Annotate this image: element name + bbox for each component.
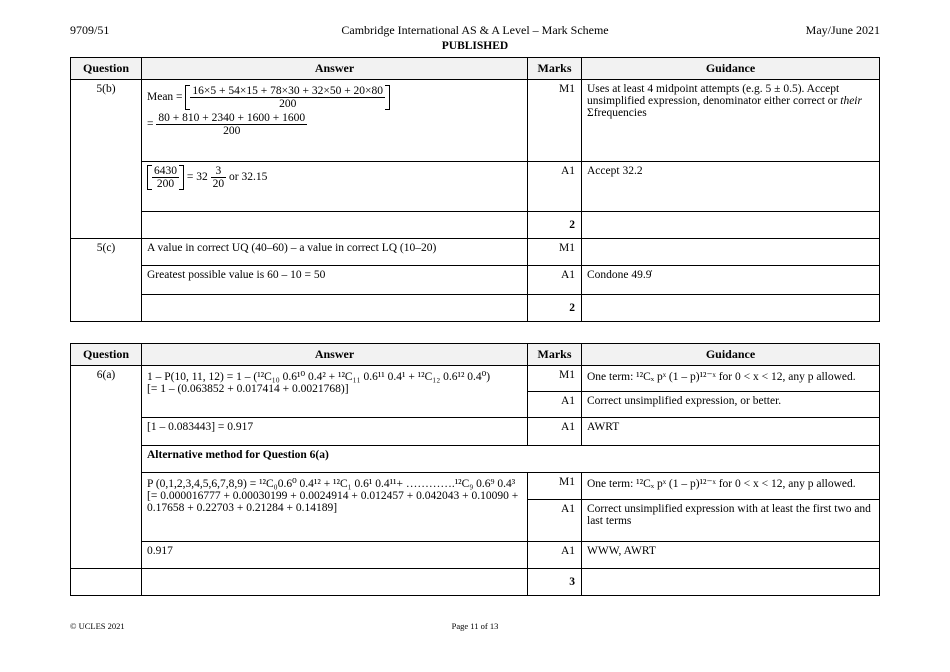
result-mixed-fraction — [211, 165, 227, 190]
answer-cell — [142, 366, 528, 418]
col-marks: Marks — [528, 344, 582, 366]
guidance-cell — [582, 80, 880, 162]
table-row — [71, 542, 880, 569]
col-guidance: Guidance — [582, 344, 880, 366]
sum-numerator: 80 + 810 + 2340 + 1600 + 1600 — [158, 112, 306, 124]
question-label: 6(a) — [71, 366, 142, 569]
guidance-cell: WWW, AWRT — [582, 542, 880, 569]
answer-line: [= 1 – (0.063852 + 0.017414 + 0.0021768)] — [147, 383, 349, 395]
mark-cell: M1 — [528, 473, 582, 500]
table-row — [71, 80, 880, 162]
result-whole: 32 — [196, 171, 208, 184]
guidance-cell: Correct unsimplified expression with at least the first two and last terms — [582, 500, 880, 542]
guidance-italic: their — [840, 95, 862, 107]
answer-line: [= 0.000016777 + 0.00030199 + 0.0024914 + 0.012457 + 0.042043 + 0.10090 + 0.17658 + 0.22703 + 0.21284 + 0.14189] — [147, 490, 519, 514]
result-numerator: 6430 — [154, 165, 177, 177]
answer-cell — [142, 80, 528, 162]
table-row — [71, 569, 880, 596]
col-answer: Answer — [142, 58, 528, 80]
equals-sign: = — [147, 118, 154, 131]
table-row — [71, 212, 880, 239]
table-row — [71, 266, 880, 295]
table-row — [71, 446, 880, 473]
table-row — [71, 239, 880, 266]
result-denominator: 200 — [156, 178, 175, 190]
mixed-denominator: 20 — [212, 178, 225, 190]
answer-cell — [142, 295, 528, 322]
table-header-row — [71, 344, 880, 366]
col-answer: Answer — [142, 344, 528, 366]
mean-label: Mean = — [147, 91, 183, 104]
equals-sign: = — [186, 171, 194, 184]
guidance-cell — [582, 212, 880, 239]
answer-cell: 0.917 — [142, 542, 528, 569]
mean-fraction — [190, 85, 385, 110]
col-question: Question — [71, 58, 142, 80]
answer-cell: A value in correct UQ (40–60) – a value in correct LQ (10–20) — [142, 239, 528, 266]
guidance-cell: One term: ¹²Cₓ pˣ (1 – p)¹²⁻ˣ for 0 < x < 12, any p allowed. — [582, 473, 880, 500]
mark-scheme-table-q5 — [70, 57, 880, 322]
mark-cell: M1 — [528, 366, 582, 392]
answer-cell — [142, 473, 528, 542]
mark-cell: A1 — [528, 162, 582, 212]
mark-cell: A1 — [528, 392, 582, 418]
mark-cell: A1 — [528, 542, 582, 569]
mark-cell: A1 — [528, 500, 582, 542]
doc-title-text: Cambridge International AS & A Level – Mark Scheme — [341, 23, 609, 37]
published-label: PUBLISHED — [441, 40, 509, 52]
answer-line: 1 – P(10, 11, 12) = 1 – (¹²C₁₀ 0.6¹⁰ 0.4² + ¹²C₁₁ 0.6¹¹ 0.4¹ + ¹²C₁₂ 0.6¹² 0.4⁰) — [147, 371, 491, 383]
guidance-cell — [582, 239, 880, 266]
table-header-row — [71, 58, 880, 80]
total-marks: 2 — [528, 295, 582, 322]
mixed-numerator: 3 — [211, 165, 227, 178]
answer-cell: [1 – 0.083443] = 0.917 — [142, 418, 528, 446]
page-number: Page 11 of 13 — [451, 621, 499, 631]
result-decimal: or 32.15 — [229, 171, 268, 184]
guidance-cell: Accept 32.2 — [582, 162, 880, 212]
guidance-cell — [582, 295, 880, 322]
table-row — [71, 366, 880, 392]
copyright: © UCLES 2021 — [70, 621, 125, 631]
total-marks: 2 — [528, 212, 582, 239]
guidance-cell: AWRT — [582, 418, 880, 446]
answer-cell: Greatest possible value is 60 – 10 = 50 — [142, 266, 528, 295]
guidance-cell: One term: ¹²Cₓ pˣ (1 – p)¹²⁻ˣ for 0 < x < 12, any p allowed. — [582, 366, 880, 392]
result-fraction — [152, 165, 179, 190]
answer-cell — [142, 212, 528, 239]
col-question: Question — [71, 344, 142, 366]
question-label: 5(b) — [71, 80, 142, 239]
mean-numerator: 16×5 + 54×15 + 78×30 + 32×50 + 20×80 — [192, 85, 384, 97]
guidance-text-end: Σfrequencies — [587, 107, 647, 119]
table-row — [71, 162, 880, 212]
exam-session: May/June 2021 — [805, 23, 880, 37]
question-cell — [71, 569, 142, 596]
guidance-cell: Correct unsimplified expression, or better. — [582, 392, 880, 418]
total-marks: 3 — [528, 569, 582, 596]
question-label: 5(c) — [71, 239, 142, 322]
sum-denominator: 200 — [223, 125, 241, 137]
answer-cell — [142, 569, 528, 596]
mark-cell: M1 — [528, 80, 582, 162]
guidance-cell: Condone 49.9̇ — [582, 266, 880, 295]
exam-code: 9709/51 — [70, 23, 110, 37]
mean-denominator: 200 — [279, 98, 297, 110]
table-row — [71, 473, 880, 500]
mark-cell: A1 — [528, 266, 582, 295]
col-marks: Marks — [528, 58, 582, 80]
mark-cell: A1 — [528, 418, 582, 446]
sum-fraction — [156, 112, 307, 137]
table-row — [71, 295, 880, 322]
mark-scheme-table-q6 — [70, 343, 880, 596]
table-row — [71, 418, 880, 446]
guidance-text: Uses at least 4 midpoint attempts (e.g. 5 ± 0.5). Accept unsimplified expression, denominator either correct or — [587, 83, 840, 107]
result-bracket — [147, 165, 184, 190]
guidance-cell — [582, 569, 880, 596]
mean-bracket — [185, 85, 390, 110]
answer-line: P (0,1,2,3,4,5,6,7,8,9) = ¹²C₀0.6⁰ 0.4¹² + ¹²C₁ 0.6¹ 0.4¹¹+ ………….¹²C₉ 0.6⁹ 0.4³ — [147, 478, 516, 490]
mark-cell: M1 — [528, 239, 582, 266]
col-guidance: Guidance — [582, 58, 880, 80]
answer-cell — [142, 162, 528, 212]
alternative-method-heading: Alternative method for Question 6(a) — [142, 446, 880, 473]
